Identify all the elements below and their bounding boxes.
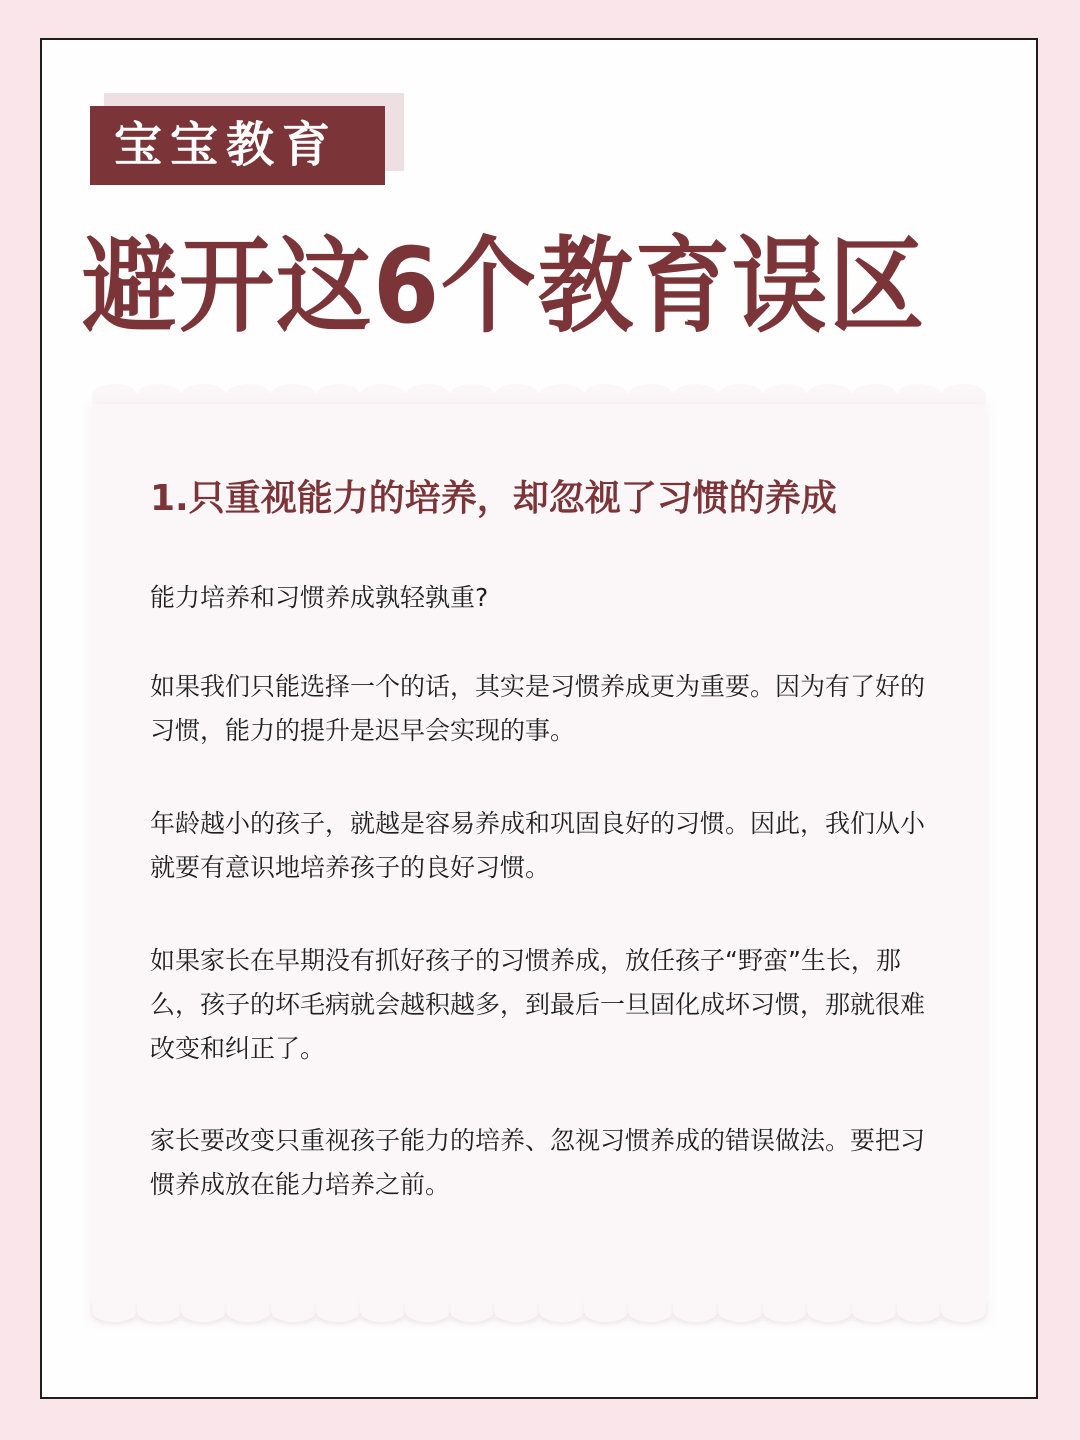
card-bottom-scallop: [92, 1300, 986, 1322]
paragraph-4: 如果家长在早期没有抓好孩子的习惯养成，放任孩子“野蛮”生长，那么，孩子的坏毛病就会越积越多，到最后一旦固化成坏习惯，那就很难改变和纠正了。: [150, 946, 926, 1063]
category-tag: 宝宝教育: [90, 106, 385, 185]
card-top-scallop: [92, 384, 986, 406]
paragraph-2: 如果我们只能选择一个的话，其实是习惯养成更为重要。因为有了好的习惯，能力的提升是迟早会实现的事。: [150, 672, 926, 745]
paragraph-5: 家长要改变只重视孩子能力的培养、忽视习惯养成的错误做法。要把习惯养成放在能力培养之前。: [150, 1126, 926, 1199]
paragraph-1: 能力培养和习惯养成孰轻孰重?: [150, 583, 489, 612]
section-heading: 1.只重视能力的培养，却忽视了习惯的养成: [150, 478, 837, 519]
paragraph-3: 年龄越小的孩子，就越是容易养成和巩固良好的习惯。因此，我们从小就要有意识地培养孩子的良好习惯。: [150, 809, 926, 882]
page-title: 避开这6个教育误区: [82, 225, 926, 347]
